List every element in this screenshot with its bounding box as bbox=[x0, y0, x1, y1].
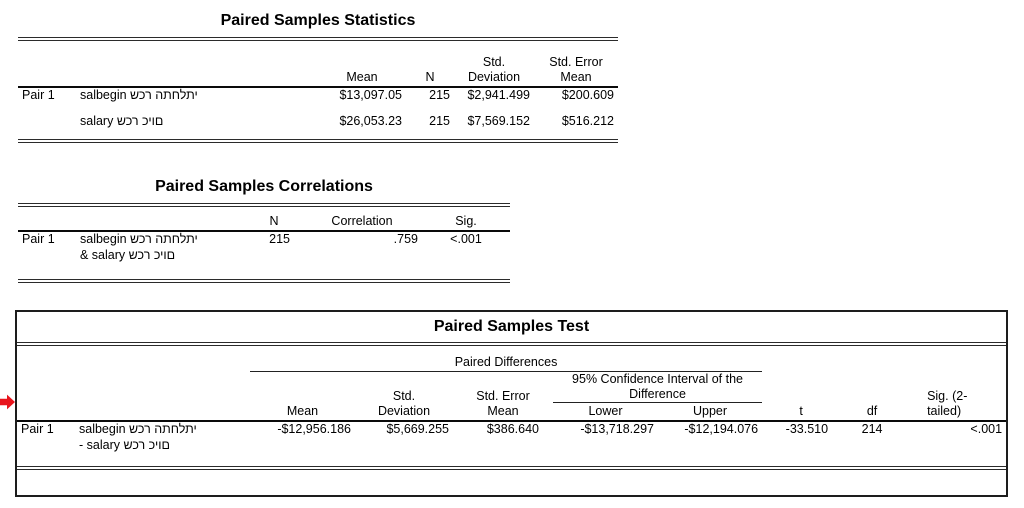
test-header-lower: Lower bbox=[588, 404, 623, 419]
stats-header-n: N bbox=[406, 39, 454, 87]
test-t-value: -33.510 bbox=[762, 421, 840, 468]
stats-header-std-deviation: Std. Deviation bbox=[454, 39, 534, 87]
test-header-df: df bbox=[866, 404, 878, 419]
test-table bbox=[17, 346, 1006, 470]
stats-n-value: 215 bbox=[429, 88, 450, 102]
stats-std-deviation-value: $2,941.499 bbox=[467, 88, 530, 102]
test-row bbox=[17, 421, 1006, 468]
stats-mean-value: $26,053.23 bbox=[339, 114, 402, 128]
corr-sig-value: <.001 bbox=[450, 232, 482, 246]
stats-std-error-value: $200.609 bbox=[561, 88, 614, 102]
stats-table bbox=[18, 37, 618, 143]
test-std-error-value: $386.640 bbox=[453, 421, 553, 468]
variable-label: salbegin שכר התחלתי bbox=[80, 88, 198, 102]
corr-header-empty bbox=[18, 205, 246, 231]
corr-n-value: 215 bbox=[269, 232, 290, 246]
corr-header-sig: Sig. bbox=[422, 205, 510, 231]
test-header-std-deviation: Std. Deviation bbox=[377, 388, 431, 419]
variable-label: salary שכר כיום bbox=[80, 114, 164, 128]
red-arrow-icon bbox=[0, 394, 15, 410]
test-header-confidence-interval: 95% Confidence Interval of the Difference bbox=[553, 371, 762, 402]
stats-mean-value: $13,097.05 bbox=[339, 88, 402, 102]
test-upper-value: -$12,194.076 bbox=[658, 421, 762, 468]
correlations-title: Paired Samples Correlations bbox=[155, 178, 373, 195]
pair-label: Pair 1 bbox=[22, 88, 55, 102]
stats-n-value: 215 bbox=[429, 114, 450, 128]
paired-samples-correlations-section bbox=[18, 178, 510, 283]
test-header-upper: Upper bbox=[693, 404, 728, 419]
corr-header-correlation: Correlation bbox=[302, 205, 422, 231]
correlations-row bbox=[18, 231, 510, 281]
stats-header-mean: Mean bbox=[318, 39, 406, 87]
stats-header-empty bbox=[18, 39, 318, 87]
test-header-paired-differences: Paired Differences bbox=[250, 346, 762, 371]
correlations-table bbox=[18, 203, 510, 283]
test-mean-value: -$12,956.186 bbox=[250, 421, 355, 468]
stats-row-salary bbox=[18, 114, 618, 141]
test-header-sig-2-tailed: Sig. (2-tailed) bbox=[927, 388, 968, 419]
corr-header-n: N bbox=[246, 205, 302, 231]
stats-header-std-error-mean: Std. Error Mean bbox=[534, 39, 618, 87]
paired-samples-test-section bbox=[15, 310, 1008, 497]
test-header-t: t bbox=[799, 404, 803, 419]
test-std-deviation-value: $5,669.255 bbox=[355, 421, 453, 468]
pair-label: Pair 1 bbox=[22, 232, 55, 246]
test-header-mean: Mean bbox=[286, 404, 319, 419]
stats-title: Paired Samples Statistics bbox=[220, 12, 416, 29]
stats-row-salbegin bbox=[18, 87, 618, 114]
paired-samples-statistics-section bbox=[18, 12, 618, 143]
stats-std-error-value: $516.212 bbox=[561, 114, 614, 128]
pair-label-empty bbox=[18, 114, 76, 141]
test-header-std-error-mean: Std. Error Mean bbox=[476, 388, 530, 419]
stats-std-deviation-value: $7,569.152 bbox=[467, 114, 530, 128]
test-header-empty bbox=[17, 346, 250, 421]
variable-label: salbegin שכר התחלתי & salary שכר כיום bbox=[80, 232, 198, 262]
corr-correlation-value: .759 bbox=[393, 232, 418, 246]
pair-label: Pair 1 bbox=[17, 421, 75, 468]
variable-label: salbegin שכר התחלתי - salary שכר כיום bbox=[75, 421, 250, 468]
test-title: Paired Samples Test bbox=[17, 312, 1006, 346]
test-sig-value: <.001 bbox=[904, 421, 1006, 468]
test-lower-value: -$13,718.297 bbox=[553, 421, 658, 468]
test-df-value: 214 bbox=[840, 421, 904, 468]
